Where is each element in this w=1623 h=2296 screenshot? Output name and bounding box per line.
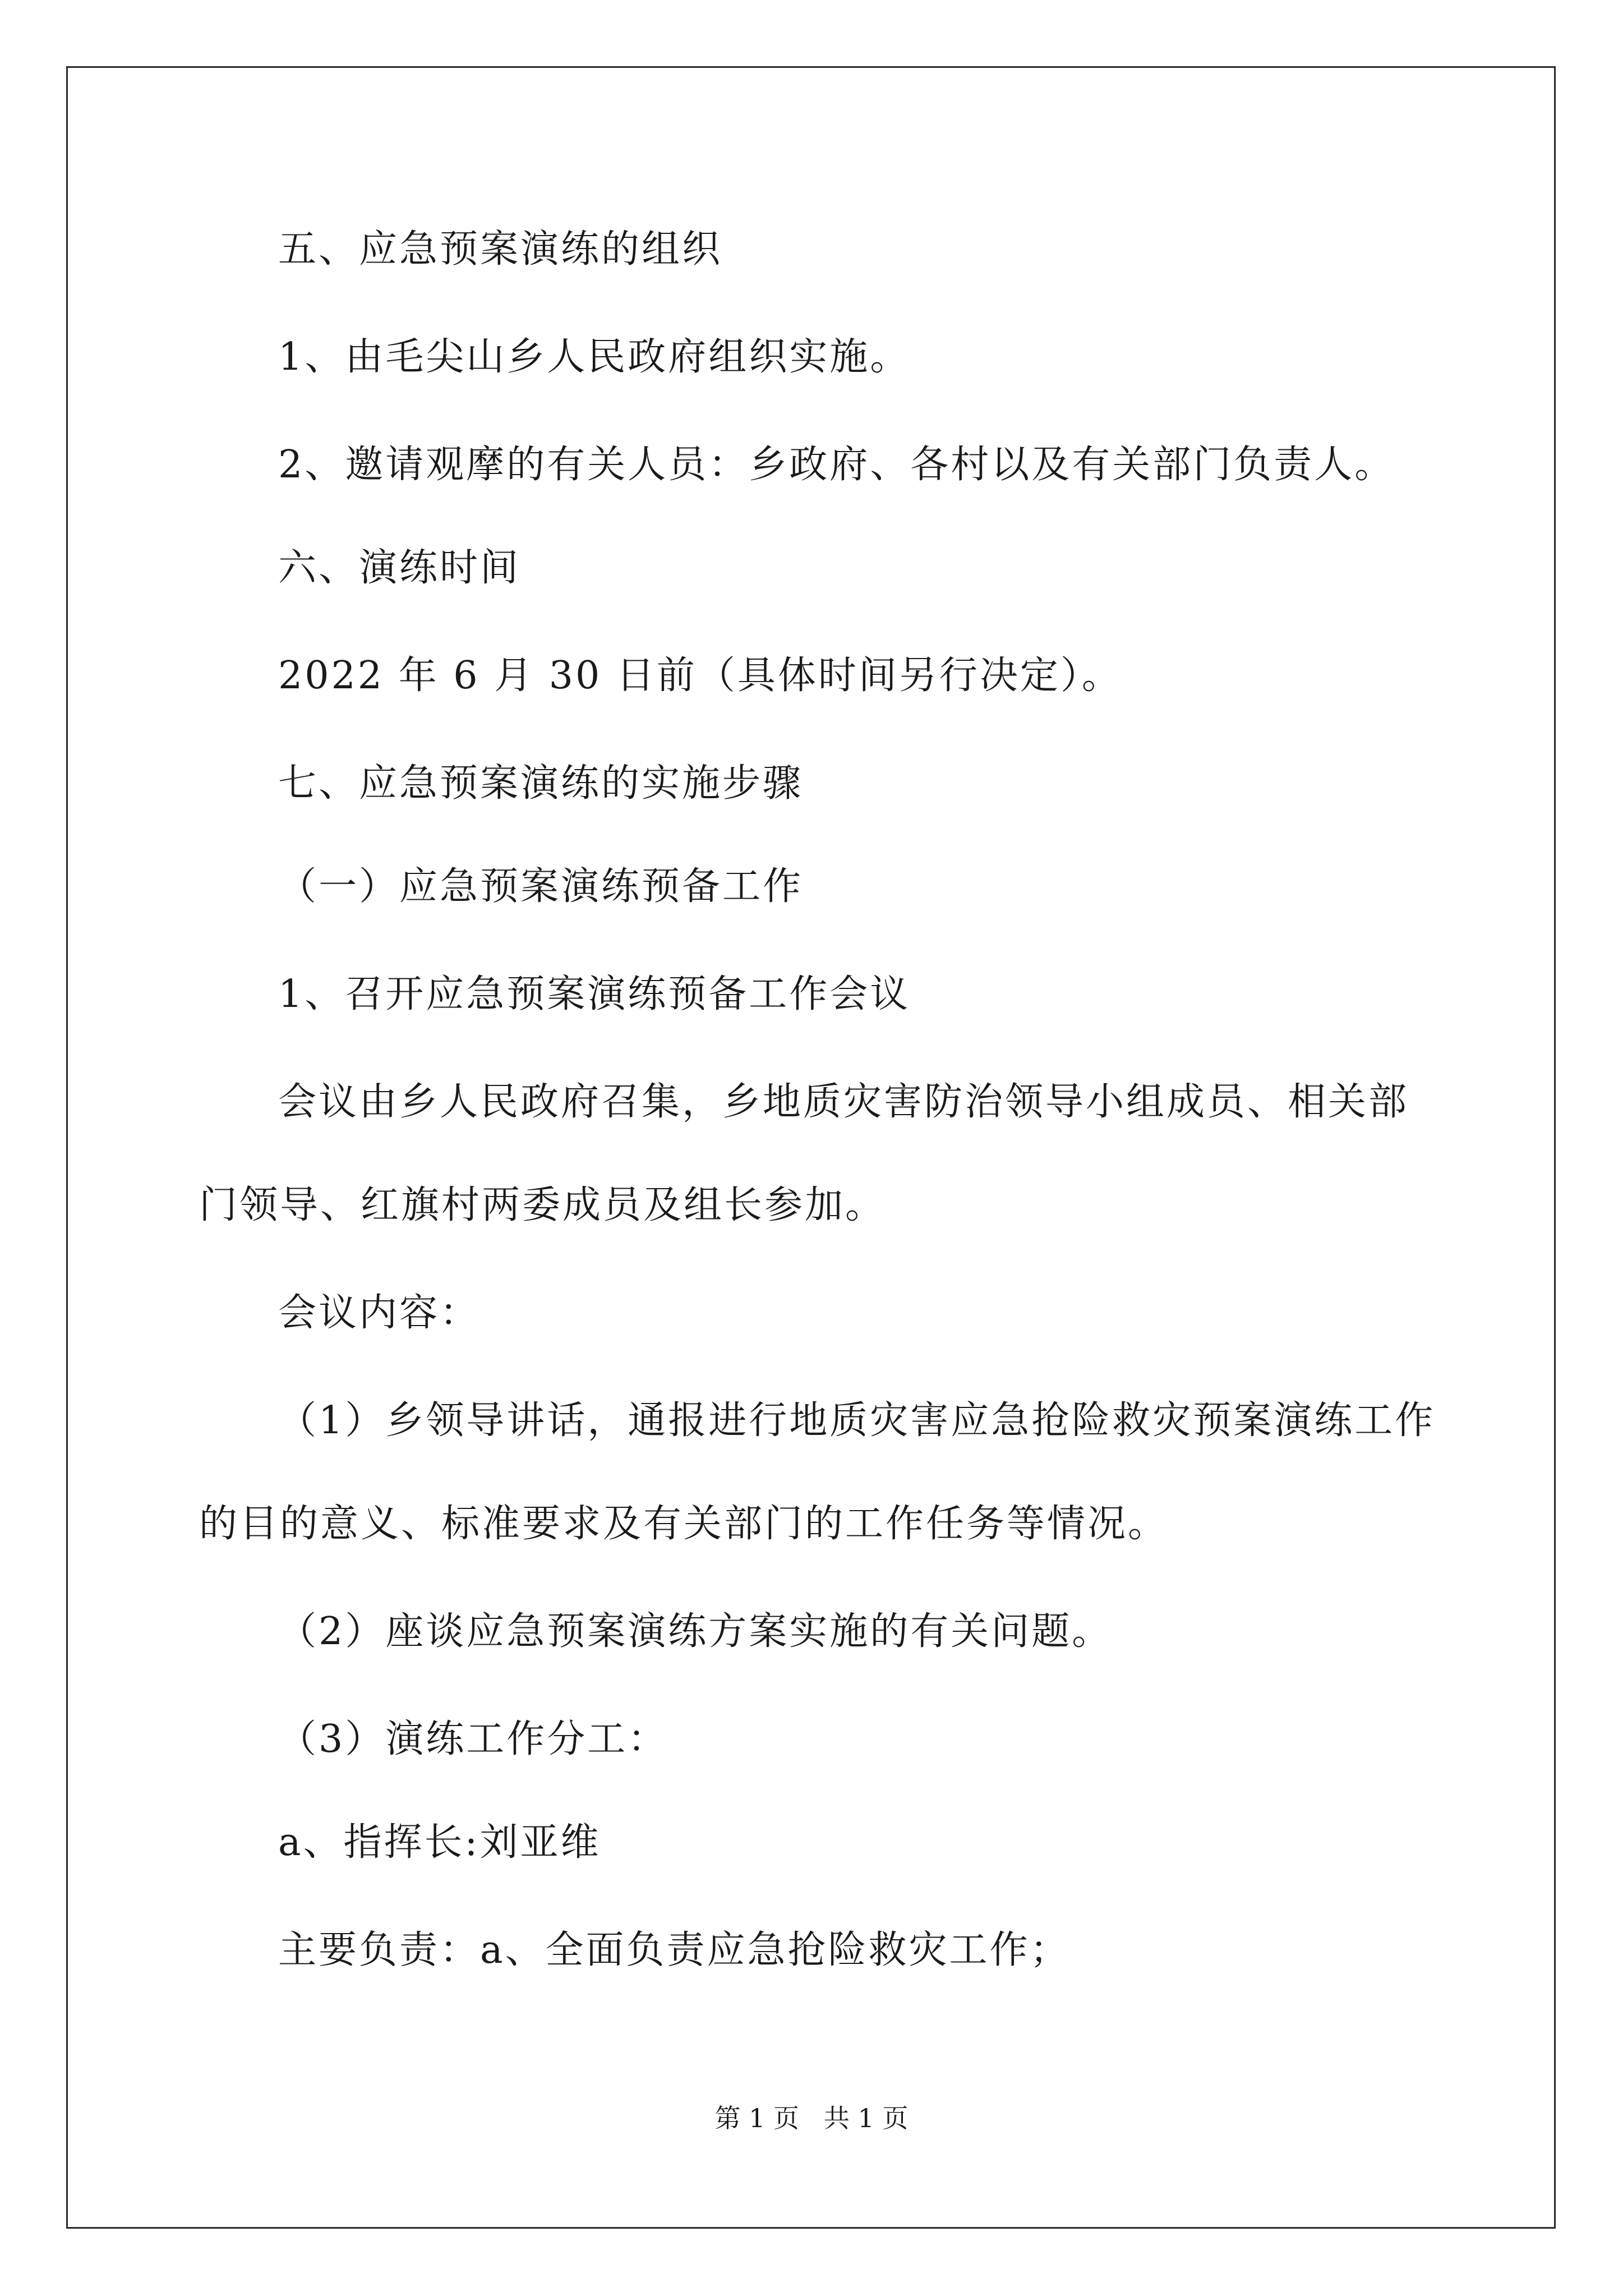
paragraph-line: 2、邀请观摩的有关人员：乡政府、各村以及有关部门负责人。 <box>278 443 1395 487</box>
heading-6-time: 六、演练时间 <box>278 546 521 590</box>
page-border <box>66 66 1556 2229</box>
heading-5-organization: 五、应急预案演练的组织 <box>278 227 723 272</box>
paragraph-line: （3）演练工作分工： <box>278 1717 668 1761</box>
paragraph-line: （2）座谈应急预案演练方案实施的有关问题。 <box>278 1609 1113 1654</box>
page-number-footer: 第 1 页 共 1 页 <box>714 2103 909 2133</box>
paragraph-line: 2022 年 6 月 30 日前（具体时间另行决定）。 <box>278 654 1122 698</box>
paragraph-line: 1、由毛尖山乡人民政府组织实施。 <box>278 335 911 379</box>
heading-7-steps: 七、应急预案演练的实施步骤 <box>278 761 804 806</box>
paragraph-line: a、指挥长:刘亚维 <box>278 1820 601 1865</box>
paragraph-line: 门领导、红旗村两委成员及组长参加。 <box>199 1183 886 1227</box>
paragraph-line: （1）乡领导讲话，通报进行地质灾害应急抢险救灾预案演练工作 <box>278 1398 1436 1443</box>
paragraph-line: 会议内容： <box>278 1291 481 1335</box>
paragraph-line: 的目的意义、标准要求及有关部门的工作任务等情况。 <box>199 1502 1169 1546</box>
subheading-preparation: （一）应急预案演练预备工作 <box>278 864 804 909</box>
paragraph-line: 1、召开应急预案演练预备工作会议 <box>278 972 911 1016</box>
paragraph-line: 主要负责：a、全面负责应急抢险救灾工作； <box>278 1928 1071 1972</box>
paragraph-line: 会议由乡人民政府召集，乡地质灾害防治领导小组成员、相关部 <box>278 1080 1409 1124</box>
